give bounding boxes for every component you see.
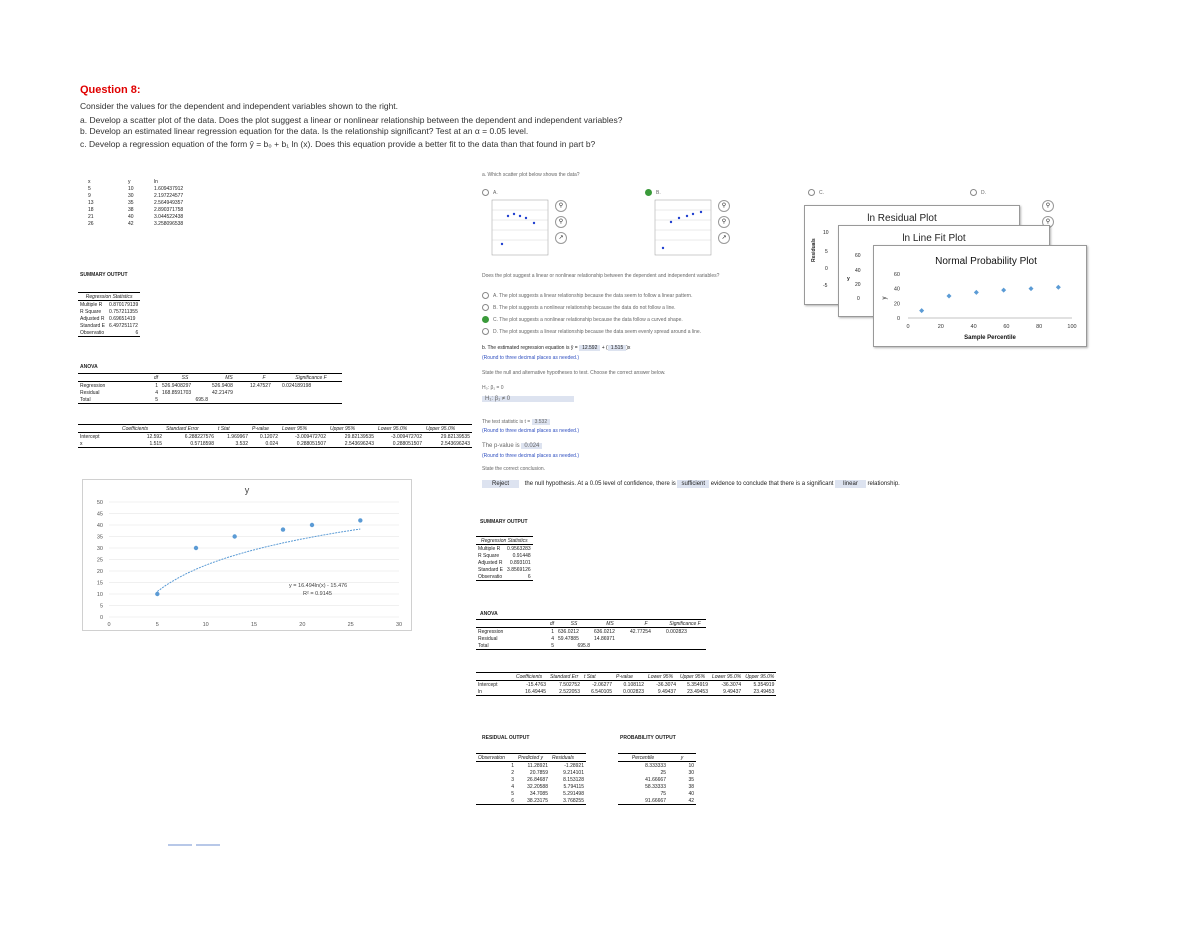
- line-fit-plot-title: ln Line Fit Plot: [902, 233, 966, 244]
- sheet-tab[interactable]: [168, 844, 192, 846]
- evidence-dropdown[interactable]: sufficient: [677, 480, 709, 488]
- table-row: Intercept 12.592 6.288227576 1.969967 0.12072 -3.009472702 29.82139535 -3.009472702 29.82139535: [80, 433, 470, 440]
- question-line-4: c. Develop a regression equation of the form ŷ = b₀ + b₁ ln (x). Does this equation provide a better fit to the data than that found in part b?: [80, 139, 596, 149]
- table-row: Observatio 6: [478, 573, 531, 580]
- x-tick-label: 80: [1036, 324, 1043, 330]
- table-row: R Square 0.91448: [478, 552, 531, 559]
- table-row: 8.333333 10: [645, 762, 694, 769]
- null-hypothesis: H₀: β₁ = 0: [482, 385, 504, 391]
- thumb-b-frame: [655, 200, 711, 255]
- table-row: 41.66667 35: [645, 776, 694, 783]
- y-tick-label: 60: [893, 272, 900, 278]
- table-row: Adjusted R 0.69651419: [80, 315, 136, 322]
- table-row: Total 5 695.8: [476, 642, 706, 650]
- thumb-plot-b[interactable]: [645, 198, 715, 260]
- data-point: [358, 518, 362, 522]
- relationship-dropdown[interactable]: linear: [835, 480, 866, 488]
- normal-probability-window: [873, 245, 1087, 347]
- table-row: 91.66667 42: [618, 797, 696, 805]
- option-c[interactable]: C.: [808, 189, 824, 196]
- x-tick-label: 0: [906, 324, 910, 330]
- question-line-1: Consider the values for the dependent and independent variables shown to the right.: [80, 101, 399, 111]
- summary1-anova-table: df SS MS F Significance F Regression 1 526.9408297 526.9408 12.47527 0.024189198 Residual 4 168.8591703 42.21479 Total 5 695.8: [78, 373, 342, 404]
- table-row: 75 40: [660, 790, 694, 797]
- conclusion-line: Reject the null hypothesis. At a 0.05 level of confidence, there is sufficient evidence to conclude that there is a significant linear relationship.: [482, 481, 900, 487]
- table-row: Standard E 6.497251172: [80, 322, 138, 329]
- round-note-3: (Round to three decimal places as needed.): [482, 453, 580, 459]
- y-tick-label: 40: [96, 523, 103, 529]
- trend-chart-svg: [83, 480, 411, 630]
- trend-r-squared: R² = 0.9145: [303, 591, 332, 597]
- p-value-answer[interactable]: 0.024: [521, 443, 542, 449]
- npp-ylabel: y: [882, 296, 888, 300]
- y-tick-label: 0: [99, 615, 103, 621]
- data-point: [155, 592, 159, 596]
- table-row: 58.33333 38: [645, 783, 694, 790]
- y-tick-label: 40: [893, 286, 900, 293]
- y-tick-label: 0: [896, 316, 900, 322]
- table-row: Multiple R 0.870179139: [80, 301, 139, 308]
- table-row: 4 32.20588 5.794115: [511, 783, 584, 790]
- table-row: Standard E 3.8569126: [478, 566, 531, 573]
- table-row: 5 34.7085 5.291498: [511, 790, 584, 797]
- summary2-anova-title: ANOVA: [480, 611, 498, 617]
- line-fit-plot-window: ln Line Fit Plot 60 40 20 0 y: [838, 225, 1050, 317]
- scatter-question: a. Which scatter plot below shows the data?: [482, 172, 580, 178]
- x-tick-label: 15: [250, 622, 258, 628]
- data-point: [919, 308, 924, 313]
- option-d[interactable]: D.: [970, 189, 986, 196]
- data-point: [1001, 288, 1006, 293]
- table-row: 9 30 2.197224577: [88, 192, 184, 199]
- equation-line: b. The estimated regression equation is ŷ = 12.592 + ( 1.515 )x: [482, 345, 631, 351]
- x-tick-label: 100: [1067, 324, 1077, 330]
- question-line-2: a. Develop a scatter plot of the data. Does the plot suggest a linear or nonlinear relationship between the dependent and independent variables?: [80, 115, 623, 125]
- y-tick-label: 10: [96, 592, 103, 598]
- test-stat-line: The test statistic is t = 3.532: [482, 419, 550, 425]
- table-row: Residual 4 59.47885 14.86971: [478, 635, 615, 642]
- table-row: 18 38 2.890371758: [88, 206, 184, 213]
- npp-xlabel: Sample Percentile: [964, 335, 1016, 341]
- x-tick-label: 30: [395, 622, 403, 628]
- b0-answer[interactable]: 12.592: [579, 345, 600, 351]
- y-tick-label: 35: [96, 534, 103, 541]
- conclusion-label: State the correct conclusion.: [482, 466, 546, 472]
- trend-chart: [82, 479, 412, 631]
- table-row: Intercept -15.4763 7.502752 -2.06277 0.108112 -36.3074 5.354919 -36.3074 5.354919: [478, 681, 775, 688]
- table-row: x 1.515 0.5718598 3.532 0.024 0.288051507 2.543696243 0.288051507 2.543696243: [80, 440, 470, 447]
- residual-output-title: RESIDUAL OUTPUT: [482, 735, 530, 741]
- data-point: [194, 546, 198, 550]
- alt-hypothesis[interactable]: H₁: β₁ ≠ 0: [482, 396, 574, 402]
- x-tick-label: 0: [107, 622, 111, 628]
- table-row: R Square 0.757211355: [80, 308, 138, 315]
- thumb-plot-a[interactable]: [482, 198, 552, 260]
- table-row: 6 38.23175 3.768255: [476, 797, 586, 805]
- residual-plot-title: ln Residual Plot: [867, 213, 937, 224]
- pvalue-line: The p-value is 0.024: [482, 443, 542, 449]
- table-row: 1 11.28921 -1.28921: [511, 762, 584, 769]
- relationship-question: Does the plot suggest a linear or nonlinear relationship between the dependent and independent variables?: [482, 273, 720, 279]
- zoom-icon[interactable]: ⚲: [718, 216, 730, 228]
- zoom-icon[interactable]: ⚲: [1042, 216, 1054, 228]
- table-row: 26 42 3.258096538: [88, 220, 184, 227]
- hypothesis-note: State the null and alternative hypotheses to test. Choose the correct answer below.: [482, 370, 666, 376]
- x-tick-label: 10: [202, 622, 209, 628]
- thumb-a-frame: [492, 200, 548, 255]
- zoom-icon[interactable]: ⚲: [555, 216, 567, 228]
- table-row: 25 30: [660, 769, 694, 776]
- mc-option-c-radio[interactable]: [482, 316, 489, 323]
- residual-ylabel: Residuals: [811, 238, 817, 262]
- summary1-reg-stats: [78, 292, 140, 337]
- x-tick-label: 20: [299, 622, 306, 628]
- data-point: [232, 534, 236, 538]
- y-tick-label: 20: [96, 569, 103, 575]
- summary1-coef-table: Coefficients Standard Error t Stat P-value Lower 95% Upper 95% Lower 95.0% Upper 95.0% Intercept 12.592 6.288227576 1.969967 0.12072 -3.009472702 29.82139535 -3.009472702 29.82139535 x 1.515 0.5718598 3.532 0.024 0.288051507 2.543696243 0.288051507 2.543696243: [80, 425, 470, 447]
- data-header-x: x: [88, 178, 91, 185]
- data-point: [1029, 286, 1034, 291]
- summary1-anova-title: ANOVA: [80, 364, 98, 370]
- data-point: [974, 290, 979, 295]
- table-row: Total 5 695.8: [78, 396, 342, 404]
- option-a-radio[interactable]: [482, 189, 489, 196]
- table-row: 5 10 1.609437912: [88, 185, 184, 192]
- data-point: [281, 527, 285, 531]
- table-row: Residual 4 168.8591703 42.21479: [80, 389, 233, 396]
- option-b[interactable]: B.: [645, 189, 661, 196]
- x-tick-label: 25: [347, 622, 354, 628]
- table-row: Regression 1 636.0212 636.0212 42.77254 0.002823: [478, 628, 687, 635]
- data-header-y: y: [128, 178, 131, 185]
- decision-dropdown[interactable]: Reject: [482, 480, 519, 488]
- x-tick-label: 20: [937, 324, 944, 330]
- mc-option-d[interactable]: D. The plot suggests a linear relationship because the data seem evenly spread around a line.: [482, 328, 701, 335]
- summary2-title: SUMMARY OUTPUT: [480, 519, 528, 525]
- probability-output-title: PROBABILITY OUTPUT: [620, 735, 676, 741]
- trend-equation: y = 16.494ln(x) - 15.476: [289, 583, 348, 589]
- y-tick-label: 30: [96, 546, 103, 552]
- data-table: [86, 178, 216, 227]
- mc-option-d-radio[interactable]: [482, 328, 489, 335]
- x-tick-label: 60: [1003, 324, 1010, 330]
- y-tick-label: 50: [96, 500, 103, 506]
- sheet-tabs[interactable]: [168, 833, 228, 835]
- y-tick-label: 5: [99, 603, 103, 610]
- table-row: Regression 1 526.9408297 526.9408 12.47527 0.024189198: [80, 382, 312, 389]
- table-row: 3 26.84687 8.153128: [511, 776, 584, 783]
- option-b-radio[interactable]: [645, 189, 652, 196]
- table-row: 2 20.7859 9.214101: [511, 769, 584, 776]
- line-fit-ylabel: y: [847, 276, 850, 282]
- chart-title: y: [244, 485, 250, 495]
- option-c-radio[interactable]: [808, 189, 815, 196]
- data-point: [947, 294, 952, 299]
- sheet-tab[interactable]: [196, 844, 220, 846]
- mc-option-a-radio[interactable]: [482, 292, 489, 299]
- round-note-2: (Round to three decimal places as needed.): [482, 428, 580, 434]
- table-row: 21 40 3.044522438: [88, 213, 184, 220]
- table-row: Adjusted R 0.893101: [478, 559, 531, 566]
- mc-option-b[interactable]: B. The plot suggests a nonlinear relationship because the data do not follow a line.: [482, 304, 676, 311]
- option-a[interactable]: A.: [482, 189, 498, 196]
- table-row: 13 35 2.564949357: [88, 199, 184, 206]
- table-row: ln 16.49445 2.522053 6.540105 0.002823 9.49437 23.49453 9.49437 23.49453: [478, 688, 775, 695]
- summary2-anova-table: df SS MS F Significance F Regression 1 636.0212 636.0212 42.77254 0.002823 Residual 4 59.47885 14.86971 Total 5 695.8: [476, 619, 706, 650]
- summary1-title: SUMMARY OUTPUT: [80, 272, 128, 278]
- b1-answer[interactable]: 1.515: [608, 345, 627, 351]
- mc-option-a[interactable]: A. The plot suggests a linear relationship because the data seem to follow a linear pattern.: [482, 292, 692, 299]
- residual-plot-window: ln Residual Plot 10 5 0 -5 Residuals: [804, 205, 1020, 305]
- question-title: Question 8:: [80, 84, 141, 96]
- summary2-coef-table: Coefficients Standard Err t Stat P-value Lower 95% Upper 95% Lower 95.0% Upper 95.0% Intercept -15.4763 7.502752 -2.06277 0.108112 -36.3074 5.354919 -36.3074 5.354919 ln 16.49445 2.522053 6.540105 0.002823 9.49437 23.49453 9.49437 23.49453: [478, 673, 775, 695]
- mc-option-b-radio[interactable]: [482, 304, 489, 311]
- data-point: [1056, 285, 1061, 290]
- y-tick-label: 45: [96, 511, 103, 518]
- popout-icon[interactable]: ↗: [555, 232, 567, 244]
- x-tick-label: 40: [970, 324, 977, 330]
- table-row: Multiple R 0.9563283: [478, 545, 531, 552]
- search-icon[interactable]: ⚲: [718, 200, 730, 212]
- round-note-1: (Round to three decimal places as needed.): [482, 355, 580, 361]
- y-tick-label: 20: [893, 301, 900, 308]
- table-row: Observatio 6: [80, 329, 139, 336]
- search-icon[interactable]: ⚲: [1042, 200, 1054, 212]
- npp-title: Normal Probability Plot: [935, 256, 1037, 267]
- data-point: [310, 523, 314, 527]
- summary2-reg-stats: Regression Statistics Multiple R 0.9563283 R Square 0.91448 Adjusted R 0.893101 Standard E 3.8569126 Observatio 6: [478, 537, 531, 580]
- normal-probability-svg: [874, 246, 1086, 346]
- mc-option-c[interactable]: C. The plot suggests a nonlinear relationship because the data follow a curved shape.: [482, 316, 683, 323]
- residual-output-table: Observation Predicted y Residuals 1 11.28921 -1.28921 2 20.7859 9.214101 3 26.84687 8.153128 4 32.20588 5.794115 5 34.7085 5.291498 6 38.23175 3.768255: [478, 754, 584, 804]
- popout-icon[interactable]: ↗: [718, 232, 730, 244]
- option-d-radio[interactable]: [970, 189, 977, 196]
- probability-output-table: Percentile y 8.333333 10 25 30 41.66667 35 58.33333 38 75 40 91.66667 42: [618, 753, 696, 805]
- data-header-ln: ln: [154, 178, 158, 185]
- y-tick-label: 15: [96, 580, 103, 587]
- x-tick-label: 5: [155, 622, 159, 628]
- t-value-answer[interactable]: 3.532: [532, 419, 551, 425]
- search-icon[interactable]: ⚲: [555, 200, 567, 212]
- reg-stats-title: Regression Statistics: [78, 293, 140, 301]
- question-line-3: b. Develop an estimated linear regression equation for the data. Is the relationship significant? Test at an α = 0.05 level.: [80, 126, 529, 136]
- y-tick-label: 25: [96, 557, 103, 564]
